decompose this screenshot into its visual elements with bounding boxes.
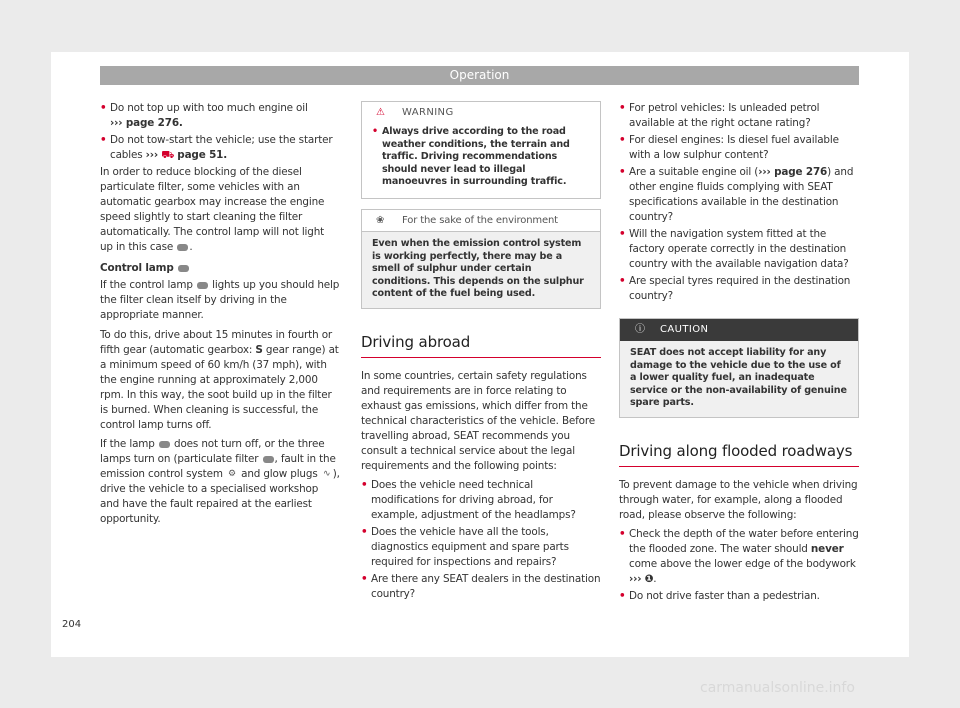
paragraph: To prevent damage to the vehicle when driving through water, for example, along a flooded road, please observe the following: xyxy=(619,478,858,521)
warning-box xyxy=(361,101,601,199)
section-title: Driving abroad xyxy=(361,333,601,358)
environment-icon: ❀ xyxy=(376,214,385,226)
page-link[interactable]: ››› page 276 xyxy=(758,166,828,178)
environment-header: ❀ For the sake of the environment xyxy=(362,210,600,232)
towing-icon: ⛟ xyxy=(161,149,175,161)
list-item: • Are there any SEAT dealers in the destination country? xyxy=(361,572,601,602)
particulate-filter-icon xyxy=(197,282,208,289)
list-item: • Are special tyres required in the destination country? xyxy=(619,274,859,304)
particulate-filter-icon xyxy=(177,244,188,251)
caution-header: ⓘ CAUTION xyxy=(620,319,858,341)
column-2 xyxy=(361,101,601,604)
column-3 xyxy=(619,101,859,606)
caution-ref-icon: ❶ xyxy=(644,573,654,586)
list-item: • Do not top up with too much engine oil ››› page 276. xyxy=(100,101,340,131)
warning-body: • Always drive according to the road weather conditions, the terrain and traffic. Driving recommendations should never lead to illegal manoeuvres in surrounding traffic. xyxy=(362,124,600,198)
link-arrow[interactable]: ››› xyxy=(629,573,642,586)
page-header: Operation xyxy=(100,66,859,85)
particulate-filter-icon xyxy=(263,456,274,463)
list-item: • Does the vehicle have all the tools, diagnostics equipment and spare parts required for inspections and repairs? xyxy=(361,525,601,570)
list-item: • For diesel engines: Is diesel fuel available with a low sulphur content? xyxy=(619,133,859,163)
page-link[interactable]: ››› page 276. xyxy=(110,117,183,129)
engine-fault-icon: ⚙ xyxy=(227,469,236,479)
subheading: Control lamp xyxy=(100,261,340,276)
caution-body: SEAT does not accept liability for any damage to the vehicle due to the use of a lower quality fuel, an inadequate service or the non-availability of genuine spare parts. xyxy=(620,341,858,417)
warning-header: ⚠ WARNING xyxy=(362,102,600,124)
list-item: • Do not tow-start the vehicle; use the starter cables ››› ⛟ page 51. xyxy=(100,133,340,163)
list-item: • Check the depth of the water before entering the flooded zone. The water should never come above the lower edge of the bodywork ››› ❶. xyxy=(619,527,859,587)
glow-plug-icon: ∿ xyxy=(323,469,331,479)
caution-icon: ⓘ xyxy=(635,324,646,335)
list-item: • Are a suitable engine oil (››› page 276) and other engine fluids complying with SEAT specifications available in the destination country? xyxy=(619,165,859,225)
list-item: • Will the navigation system fitted at the factory operate correctly in the destination country with the available navigation data? xyxy=(619,227,859,272)
paragraph: If the lamp does not turn off, or the three lamps turn on (particulate filter , fault in the emission control system ⚙ and glow plugs ∿ ), drive the vehicle to a specialised workshop and have the fault repaired at the earliest opportunity. xyxy=(100,438,340,525)
page-number: 204 xyxy=(62,619,82,630)
warning-icon: ⚠ xyxy=(376,107,386,118)
page-link[interactable]: page 51. xyxy=(177,149,228,161)
paragraph: If the control lamp lights up you should help the filter clean itself by driving in the appropriate manner. xyxy=(100,279,340,321)
particulate-filter-icon xyxy=(159,441,170,448)
environment-body: Even when the emission control system is working perfectly, there may be a smell of sulphur under certain conditions. This depends on the sulphur content of the fuel being used. xyxy=(362,232,600,308)
section-title: Driving along flooded roadways xyxy=(619,442,859,467)
caution-box xyxy=(619,318,859,418)
link-arrow: ››› xyxy=(145,149,159,161)
particulate-filter-icon xyxy=(178,265,189,272)
list-item: • Does the vehicle need technical modifications for driving abroad, for example, adjustment of the headlamps? xyxy=(361,478,601,523)
list-item: • Do not drive faster than a pedestrian. xyxy=(619,589,859,604)
paragraph: In order to reduce blocking of the diesel particulate filter, some vehicles with an automatic gearbox may increase the engine speed slightly to start cleaning the filter automatically. The control lamp will not light up in this case . xyxy=(100,166,325,253)
paragraph: In some countries, certain safety regulations and requirements are in force relating to exhaust gas emissions, which differ from the technical characteristics of the vehicle. Before travelling abroad, SEAT recommends you consult a technical service about the legal requirements and the following points: xyxy=(361,369,596,472)
paragraph: To do this, drive about 15 minutes in fourth or fifth gear (automatic gearbox: S gear range) at a minimum speed of 60 km/h (37 mph), with the engine running at approximately 2,000 rpm. In this way, the soot build up in the filter is burned. When cleaning is successful, the control lamp turns off. xyxy=(100,328,339,431)
watermark: carmanualsonline.info xyxy=(700,680,855,696)
environment-box xyxy=(361,209,601,309)
list-item: • For petrol vehicles: Is unleaded petrol available at the right octane rating? xyxy=(619,101,859,131)
column-1 xyxy=(100,101,340,532)
